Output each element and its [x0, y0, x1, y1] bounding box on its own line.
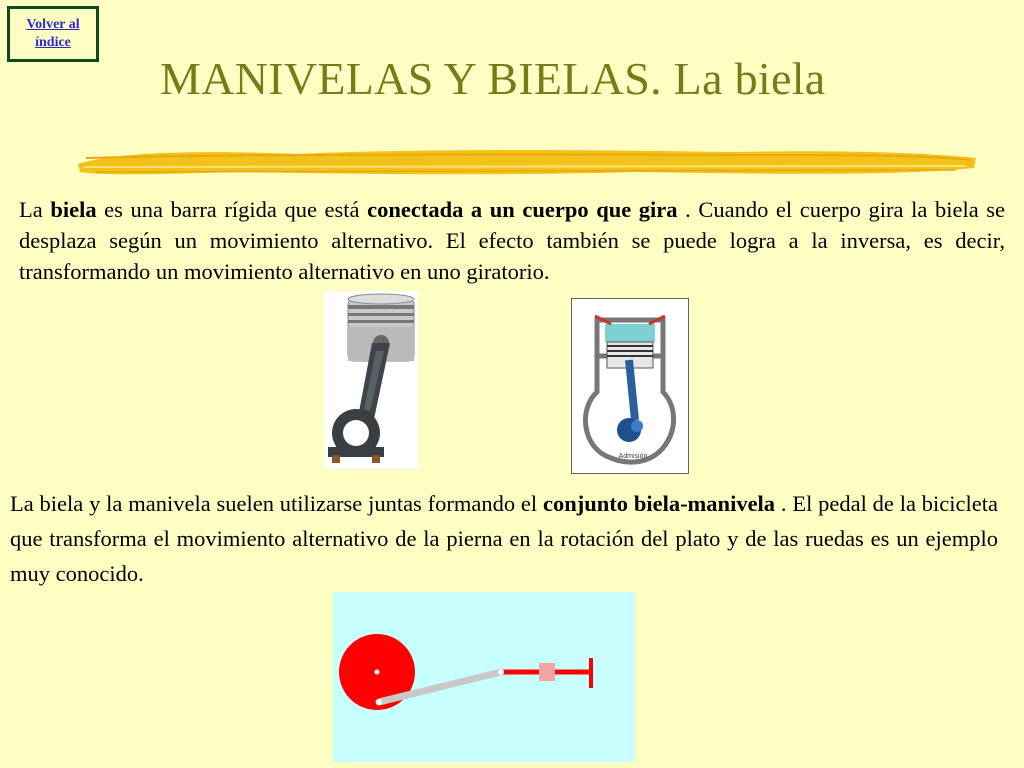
piston-rod-image	[324, 291, 418, 469]
back-to-index-box	[7, 6, 99, 62]
crank-rod-animation	[333, 592, 635, 762]
decorative-brush-stroke	[76, 142, 978, 186]
slider-block	[539, 663, 555, 681]
engine-caption: Admisión	[618, 453, 648, 460]
back-to-index-link[interactable]: Volver al índice	[26, 17, 80, 50]
paragraph-biela-manivela: La biela y la manivela suelen utilizarse juntas formando el conjunto biela-manivela . El pedal de la bicicleta que transforma el movimiento alternativo de la pierna en la rotación del plato y de las ruedas es un ejemplo muy conocido.	[10, 491, 998, 586]
page-title: MANIVELAS Y BIELAS. La biela	[160, 53, 826, 104]
paragraph-biela-definition: La biela es una barra rígida que está conectada a un cuerpo que gira . Cuando el cuerpo gira la biela se desplaza según un movimiento alternativo. El efecto también se puede logra a la inversa, es decir, transformando un movimiento alternativo en uno giratorio.	[19, 197, 1006, 284]
engine-cylinder-diagram	[571, 298, 689, 474]
